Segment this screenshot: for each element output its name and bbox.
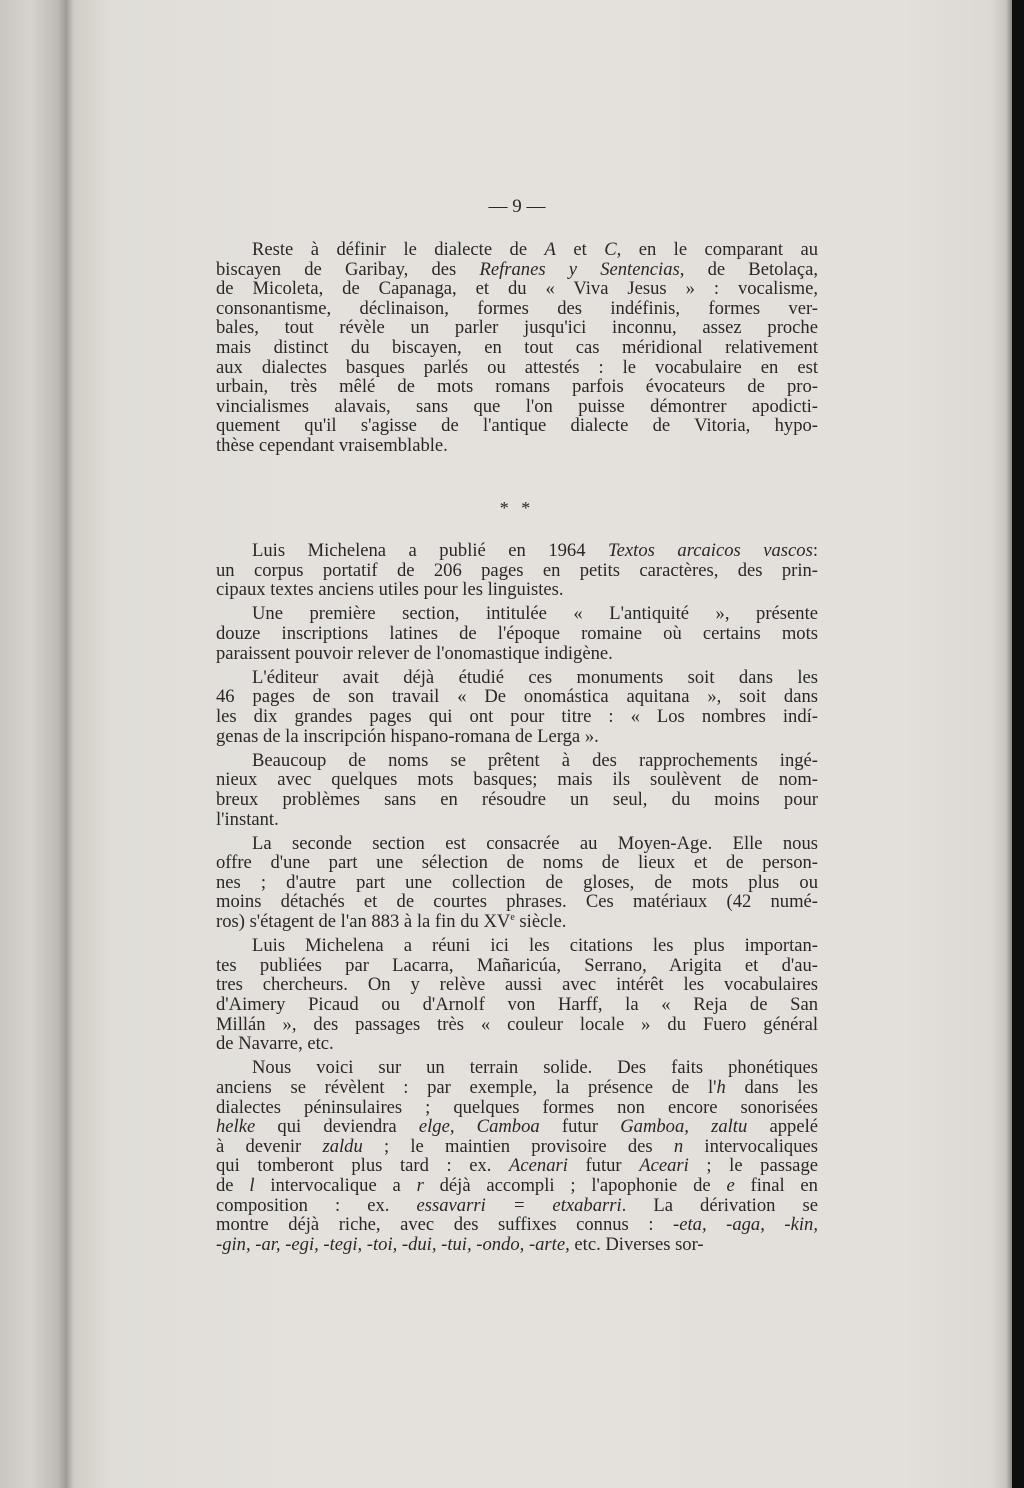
text-run: thèse cependant vraisemblable. (216, 434, 448, 456)
paragraph (216, 834, 818, 932)
italic-text: h (716, 1077, 726, 1098)
italic-text: -gin, -ar, -egi, -tegi, -toi, -dui, -tui, -ondo, -arte, (216, 1233, 570, 1255)
text-run: aux dialectes basques parlés ou attestés : le vocabulaire en est (216, 356, 818, 378)
text-run: les dix grandes pages qui ont pour titre : « Los nombres indí- (216, 705, 818, 727)
text-run: montre déjà riche, avec des suffixes connus : (216, 1214, 674, 1236)
text-run: 46 pages de son travail « De onomástica aquitana », soit dans (216, 686, 818, 708)
text-line (216, 541, 818, 561)
text-run: , de Betolaça, (679, 258, 819, 280)
paragraph (216, 541, 818, 600)
text-line (216, 1156, 818, 1176)
text-run: bales, tout révèle un parler jusqu'ici inconnu, assez proche (216, 317, 818, 339)
text-run: déjà accompli ; l'apophonie de (423, 1174, 727, 1196)
text-run: final en (734, 1174, 818, 1196)
text-run: ros) s'étagent de l'an 883 à la fin du XV (216, 911, 511, 933)
text-line (216, 995, 818, 1015)
italic-text: Refranes y Sentencias (479, 258, 680, 280)
italic-text: r (416, 1174, 424, 1196)
text-run: nes ; d'autre part une collection de gloses, de mots plus ou (216, 871, 818, 893)
text-run: offre d'une part une sélection de noms de lieux et de person- (216, 852, 818, 874)
text-line (216, 377, 818, 397)
text-line (216, 770, 818, 790)
text-run: futur (567, 1155, 640, 1177)
text-run: moins détachés et de courtes phrases. Ces matériaux (42 numé- (216, 891, 818, 913)
text-line (216, 1034, 818, 1054)
text-line (216, 318, 818, 338)
text-line (216, 397, 818, 417)
page-edge (1012, 0, 1024, 1488)
text-run: La seconde section est consacrée au Moyen-Age. Elle nous (252, 832, 818, 854)
text-line (216, 668, 818, 688)
text-line (216, 561, 818, 581)
text-run: paraissent pouvoir relever de l'onomastique indigène. (216, 642, 613, 664)
paragraph (216, 668, 818, 746)
text-run: de (216, 1174, 250, 1196)
text-line (216, 707, 818, 727)
text-line (216, 1015, 818, 1035)
text-line (216, 727, 818, 747)
text-run: Reste à définir le dialecte de (252, 239, 545, 260)
text-run: mais distinct du biscayen, en tout cas méridional relativement (216, 336, 818, 358)
text-run: vincialismes alavais, sans que l'on puisse démontrer apodicti- (216, 395, 818, 417)
text-run: tres chercheurs. On y relève aussi avec intérêt les vocabulaires (216, 974, 818, 996)
italic-text: Textos arcaicos vascos (608, 540, 813, 561)
text-run: breux problèmes sans en résoudre un seul, du moins pour (216, 788, 818, 810)
text-run: siècle. (514, 911, 567, 933)
text-run: L'éditeur avait déjà étudié ces monuments soit dans les (252, 666, 818, 688)
text-line (216, 299, 818, 319)
text-run: à devenir (216, 1135, 323, 1157)
page-number: — 9 — (488, 196, 546, 217)
text-run: qui deviendra (255, 1116, 419, 1138)
paragraph (216, 604, 818, 663)
italic-text: l (249, 1174, 255, 1196)
text-line (216, 644, 818, 664)
text-line (216, 975, 818, 995)
text-line (216, 1176, 818, 1196)
text-run: tes publiées par Lacarra, Mañaricúa, Serrano, Arigita et d'au- (216, 954, 818, 976)
text-run: l'instant. (216, 808, 279, 830)
text-run: cipaux textes anciens utiles pour les linguistes. (216, 579, 564, 601)
text-run: ; le maintien provisoire des (362, 1135, 674, 1157)
superscript: e (510, 912, 515, 924)
text-run: anciens se révèlent : par exemple, la présence de l' (216, 1077, 717, 1098)
text-line (216, 1098, 818, 1118)
text-run: douze inscriptions latines de l'époque romaine où certains mots (216, 622, 818, 644)
italic-text: essavarri = etxabarri (416, 1194, 622, 1216)
paragraph (216, 751, 818, 829)
text-line (216, 873, 818, 893)
text-run: intervocalique a (254, 1174, 417, 1196)
text-run: ; le passage (688, 1155, 818, 1177)
italic-text: C (604, 239, 617, 260)
text-run: dans les (725, 1077, 818, 1098)
text-line (216, 1137, 818, 1157)
italic-text: elge, Camboa (418, 1116, 540, 1138)
text-line (216, 834, 818, 854)
text-run: d'Aimery Picaud ou d'Arnolf von Harff, la « Reja de San (216, 994, 818, 1016)
text-line (216, 1058, 818, 1078)
text-run: . La dérivation se (621, 1194, 818, 1216)
italic-text: zaldu (322, 1135, 363, 1157)
text-line (216, 956, 818, 976)
text-run: Millán », des passages très « couleur locale » du Fuero général (216, 1013, 818, 1035)
text-run: urbain, très mêlé de mots romans parfois évocateurs de pro- (216, 376, 818, 398)
text-line (216, 892, 818, 912)
text-run: : (812, 540, 818, 561)
italic-text: Acenari (509, 1155, 568, 1177)
text-line (216, 1196, 818, 1216)
text-line (216, 624, 818, 644)
text-line (216, 279, 818, 299)
text-run: Beaucoup de noms se prêtent à des rapprochements ingé- (252, 749, 818, 771)
text-run: et (555, 239, 605, 260)
text-run: Nous voici sur un terrain solide. Des faits phonétiques (252, 1057, 818, 1079)
text-line (216, 853, 818, 873)
text-line (216, 1235, 818, 1255)
section-dialecte (216, 240, 818, 460)
text-line (216, 1117, 818, 1137)
text-run: genas de la inscripción hispano-romana de Lerga ». (216, 725, 599, 747)
section-separator: * * (499, 498, 535, 518)
italic-text: -eta, -aga, -kin, (673, 1214, 818, 1236)
text-run: de Navarre, etc. (216, 1033, 334, 1055)
text-run: appelé (747, 1116, 818, 1138)
text-line (216, 1078, 818, 1098)
italic-text: A (544, 239, 556, 260)
italic-text: n (673, 1135, 684, 1157)
text-run: futur (539, 1116, 621, 1138)
text-run: Luis Michelena a réuni ici les citations les plus importan- (252, 935, 818, 957)
paragraph (216, 1058, 818, 1254)
italic-text: e (726, 1174, 735, 1196)
text-run: quement qu'il s'agisse de l'antique dialecte de Vitoria, hypo- (216, 415, 818, 437)
text-run: intervocaliques (683, 1135, 818, 1157)
text-run: un corpus portatif de 206 pages en petits caractères, des prin- (216, 559, 818, 581)
text-run: Une première section, intitulée « L'antiquité », présente (252, 603, 818, 625)
text-run: qui tomberont plus tard : ex. (216, 1155, 510, 1177)
text-line (216, 260, 818, 280)
italic-text: Gamboa, zaltu (620, 1116, 748, 1138)
text-line (216, 436, 818, 456)
text-line (216, 358, 818, 378)
paragraph (216, 936, 818, 1054)
text-run: dialectes péninsulaires ; quelques formes non encore sonorisées (216, 1096, 818, 1118)
text-run: biscayen de Garibay, des (216, 258, 480, 280)
text-line (216, 936, 818, 956)
text-run: consonantisme, déclinaison, formes des indéfinis, formes ver- (216, 297, 818, 319)
text-run: etc. Diverses sor- (569, 1233, 704, 1255)
italic-text: Aceari (639, 1155, 689, 1177)
section-textos-arcaicos (216, 541, 818, 1259)
text-line (216, 810, 818, 830)
paragraph (216, 240, 818, 456)
text-line (216, 580, 818, 600)
text-line (216, 240, 818, 260)
text-run: Luis Michelena a publié en 1964 (252, 540, 609, 561)
text-run: nieux avec quelques mots basques; mais ils soulèvent de nom- (216, 769, 818, 791)
text-line (216, 338, 818, 358)
text-run: de Micoleta, de Capanaga, et du « Viva Jesus » : vocalisme, (216, 278, 818, 300)
text-run: , en le comparant au (616, 239, 819, 260)
text-line (216, 604, 818, 624)
text-line (216, 1215, 818, 1235)
text-line (216, 912, 818, 932)
text-run: composition : ex. (216, 1194, 417, 1216)
text-line (216, 687, 818, 707)
italic-text: helke (216, 1116, 256, 1138)
text-line (216, 751, 818, 771)
text-line (216, 416, 818, 436)
text-line (216, 790, 818, 810)
